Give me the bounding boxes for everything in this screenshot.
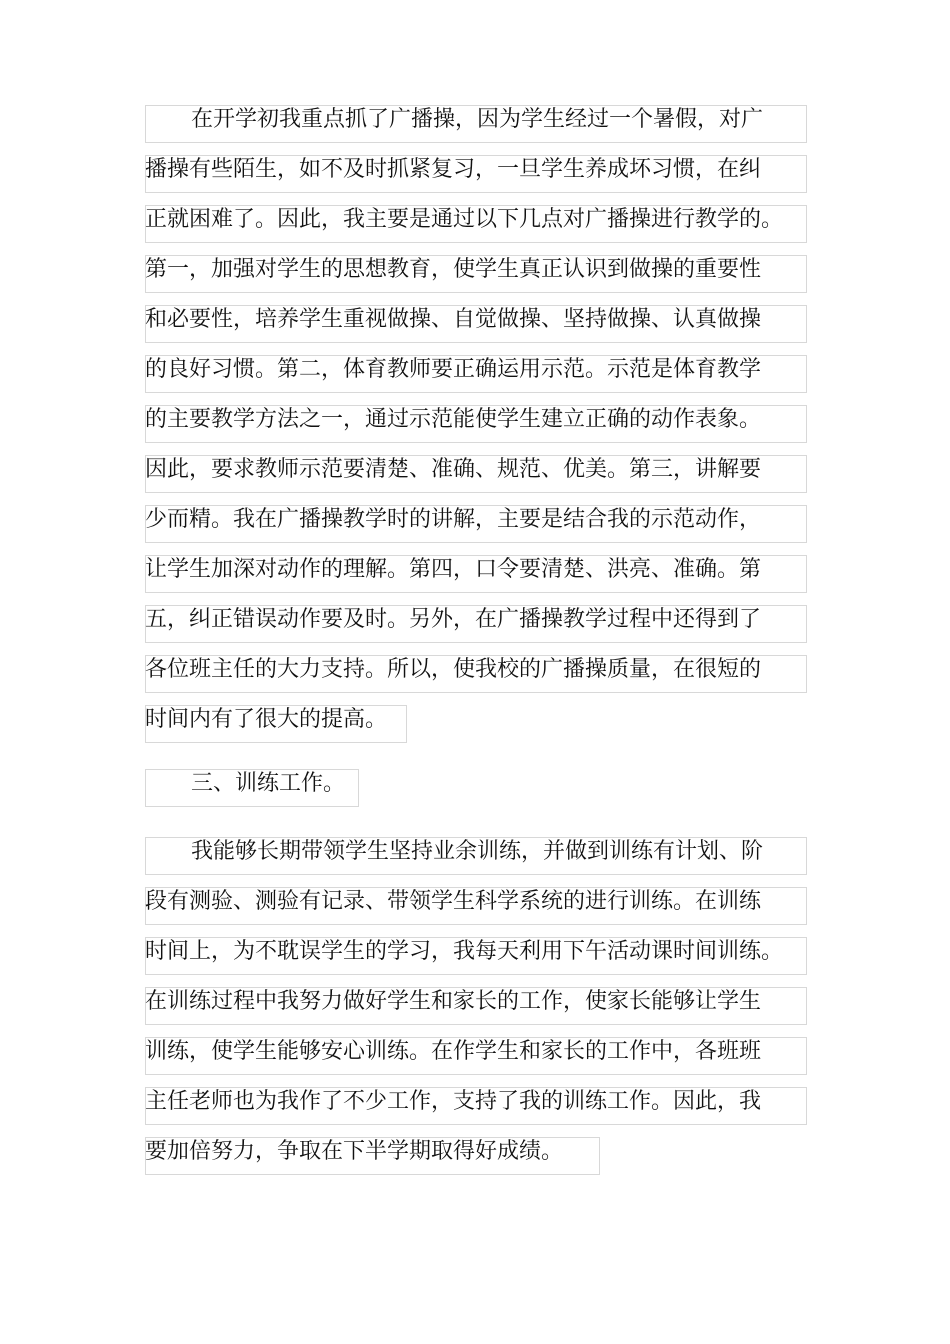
text-line: 的主要教学方法之一，通过示范能使学生建立正确的动作表象。 xyxy=(145,395,783,445)
text-line: 各位班主任的大力支持。所以，使我校的广播操质量，在很短的 xyxy=(145,645,783,695)
paragraph-broadcast-exercise xyxy=(145,95,783,745)
text-line: 第一，加强对学生的思想教育，使学生真正认识到做操的重要性 xyxy=(145,245,783,295)
text-line: 时间上，为不耽误学生的学习，我每天利用下午活动课时间训练。 xyxy=(145,927,783,977)
text-line: 主任老师也为我作了不少工作，支持了我的训练工作。因此，我 xyxy=(145,1077,783,1127)
text-line: 时间内有了很大的提高。 xyxy=(145,695,783,745)
text-line: 我能够长期带领学生坚持业余训练，并做到训练有计划、阶 xyxy=(145,827,783,877)
text-line: 的良好习惯。第二，体育教师要正确运用示范。示范是体育教学 xyxy=(145,345,783,395)
text-line: 在训练过程中我努力做好学生和家长的工作，使家长能够让学生 xyxy=(145,977,783,1027)
section-heading-training xyxy=(145,759,345,809)
text-line: 和必要性，培养学生重视做操、自觉做操、坚持做操、认真做操 xyxy=(145,295,783,345)
text-line: 五，纠正错误动作要及时。另外，在广播操教学过程中还得到了 xyxy=(145,595,783,645)
text-line: 播操有些陌生，如不及时抓紧复习，一旦学生养成坏习惯，在纠 xyxy=(145,145,783,195)
text-line: 正就困难了。因此，我主要是通过以下几点对广播操进行教学的。 xyxy=(145,195,783,245)
section-heading: 三、训练工作。 xyxy=(145,759,345,809)
text-line: 因此，要求教师示范要清楚、准确、规范、优美。第三，讲解要 xyxy=(145,445,783,495)
text-line: 要加倍努力，争取在下半学期取得好成绩。 xyxy=(145,1127,783,1177)
text-line: 少而精。我在广播操教学时的讲解，主要是结合我的示范动作， xyxy=(145,495,783,545)
text-line: 段有测验、测验有记录、带领学生科学系统的进行训练。在训练 xyxy=(145,877,783,927)
text-line: 训练，使学生能够安心训练。在作学生和家长的工作中，各班班 xyxy=(145,1027,783,1077)
text-line: 在开学初我重点抓了广播操，因为学生经过一个暑假，对广 xyxy=(145,95,783,145)
text-line: 让学生加深对动作的理解。第四，口令要清楚、洪亮、准确。第 xyxy=(145,545,783,595)
paragraph-training xyxy=(145,827,783,1177)
